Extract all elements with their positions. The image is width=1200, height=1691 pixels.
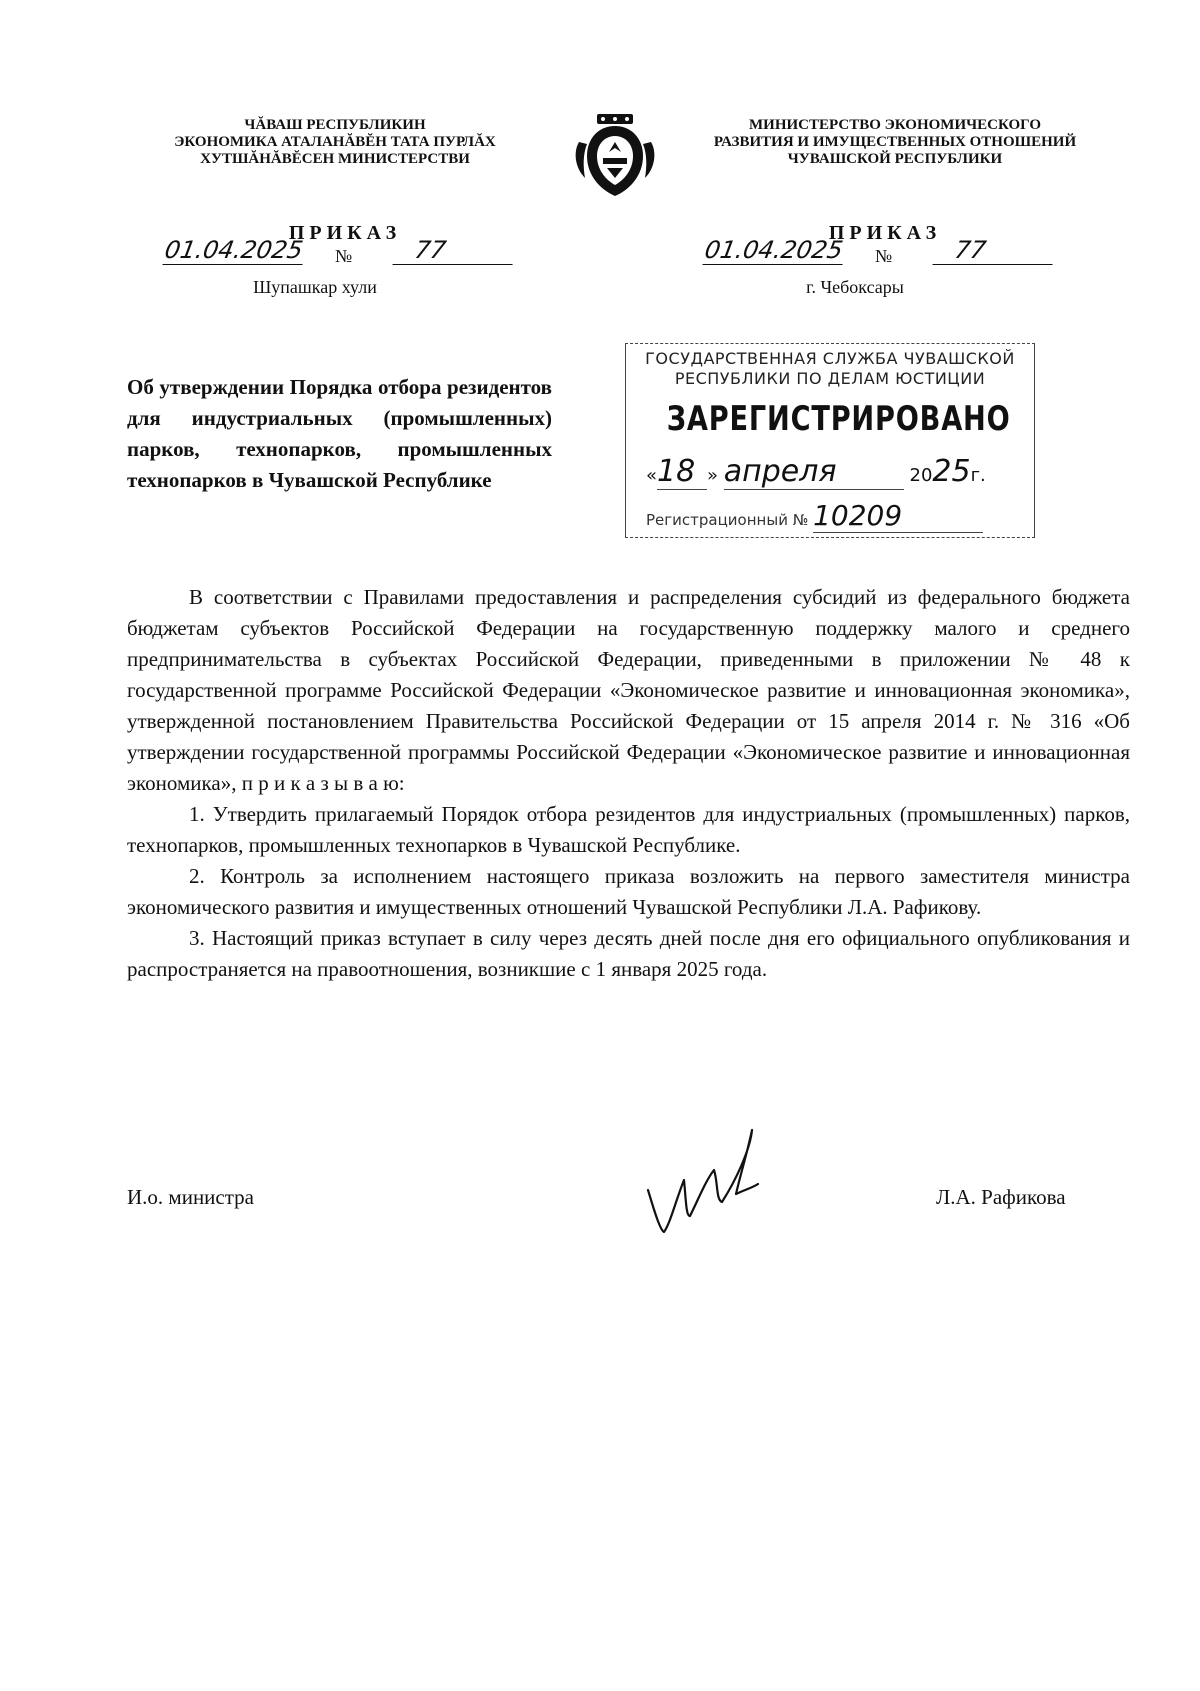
- chuvash-emblem-icon: [569, 112, 661, 202]
- header-right-line-3: ЧУВАШСКОЙ РЕСПУБЛИКИ: [787, 151, 1003, 167]
- header-left-line-3: ХУТШĂНĂВĔСЕН МИНИСТЕРСТВИ: [200, 151, 470, 167]
- order-block-chuvash: [162, 222, 525, 312]
- stamp-year-suffix: 25: [932, 454, 971, 489]
- order-subject: Об утверждении Порядка отбора резидентов для индустриальных (промышленных) парков, технопарков, промышленных технопарков в Чувашской Республике: [127, 375, 552, 492]
- stamp-reg-label: Регистрационный №: [646, 511, 809, 529]
- stamp-org: [626, 349, 1034, 389]
- order-title: ПРИКАЗ: [828, 222, 942, 244]
- header-right-line-1: МИНИСТЕРСТВО ЭКОНОМИЧЕСКОГО: [749, 117, 1041, 133]
- number-sign: №: [875, 246, 893, 266]
- registration-stamp: [625, 343, 1035, 538]
- stamp-reg-number: [646, 499, 1016, 533]
- order-number: 77: [932, 236, 1057, 265]
- header-left-line-2: ЭКОНОМИКА АТАЛАНĂВĔН ТАТА ПУРЛĂХ: [174, 134, 496, 150]
- header-right-line-2: РАЗВИТИЯ И ИМУЩЕСТВЕННЫХ ОТНОШЕНИЙ: [713, 134, 1077, 150]
- signatory-name: Л.А. Рафикова: [936, 1185, 1066, 1209]
- stamp-date: [646, 454, 1016, 490]
- body-paragraph-2: 2. Контроль за исполнением настоящего приказа возложить на первого заместителя министра экономического развития и имущественных отношений Чувашской Республики Л.А. Рафикову.: [127, 864, 1130, 919]
- stamp-status: ЗАРЕГИСТРИРОВАНО: [666, 399, 1011, 439]
- order-date: 01.04.2025: [702, 236, 847, 265]
- stamp-quote-open: «: [646, 465, 658, 486]
- stamp-reg-value: 10209: [813, 499, 983, 533]
- order-city: г. Чебоксары: [806, 277, 904, 297]
- number-sign: №: [335, 246, 353, 266]
- order-date: 01.04.2025: [162, 236, 307, 265]
- header-russian: [690, 117, 1100, 168]
- order-city: Шупашкар хули: [253, 277, 377, 297]
- order-body: [127, 582, 1130, 985]
- order-title: ПРИКАЗ: [288, 222, 402, 244]
- stamp-org-line-1: ГОСУДАРСТВЕННАЯ СЛУЖБА ЧУВАШСКОЙ: [645, 349, 1015, 368]
- body-paragraph-1: 1. Утвердить прилагаемый Порядок отбора резидентов для индустриальных (промышленных) парков, технопарков, промышленных технопарков в Чувашской Республике.: [127, 802, 1130, 857]
- stamp-year-abbr: г.: [970, 465, 986, 486]
- header-left-line-1: ЧĂВАШ РЕСПУБЛИКИН: [244, 117, 426, 133]
- stamp-org-line-2: РЕСПУБЛИКИ ПО ДЕЛАМ ЮСТИЦИИ: [674, 369, 986, 388]
- stamp-year-prefix: 20: [909, 465, 933, 486]
- handwritten-signature: [640, 1120, 780, 1240]
- stamp-day: 18: [657, 454, 707, 490]
- header-chuvash: [145, 117, 525, 168]
- body-paragraph-3: 3. Настоящий приказ вступает в силу через десять дней после дня его официального опубликования и распространяется на правоотношения, возникшие с 1 января 2025 года.: [127, 926, 1130, 981]
- signatory-role: И.о. министра: [127, 1185, 254, 1209]
- order-block-russian: [702, 222, 1065, 312]
- body-paragraph-preamble: В соответствии с Правилами предоставления и распределения субсидий из федерального бюджета бюджетам субъектов Российской Федерации на государственную поддержку малого и среднего предпринимательства в субъектах Российской Федерации, приведенными в приложении № 48 к государственной программе Российской Федерации «Экономическое развитие и инновационная экономика», утвержденной постановлением Правительства Российской Федерации от 15 апреля 2014 г. № 316 «Об утверждении государственной программы Российской Федерации «Экономическое развитие и инновационная экономика», п р и к а з ы в а ю:: [127, 585, 1130, 795]
- order-number: 77: [392, 236, 517, 265]
- stamp-quote-close: »: [707, 465, 719, 486]
- stamp-month: апреля: [724, 454, 904, 490]
